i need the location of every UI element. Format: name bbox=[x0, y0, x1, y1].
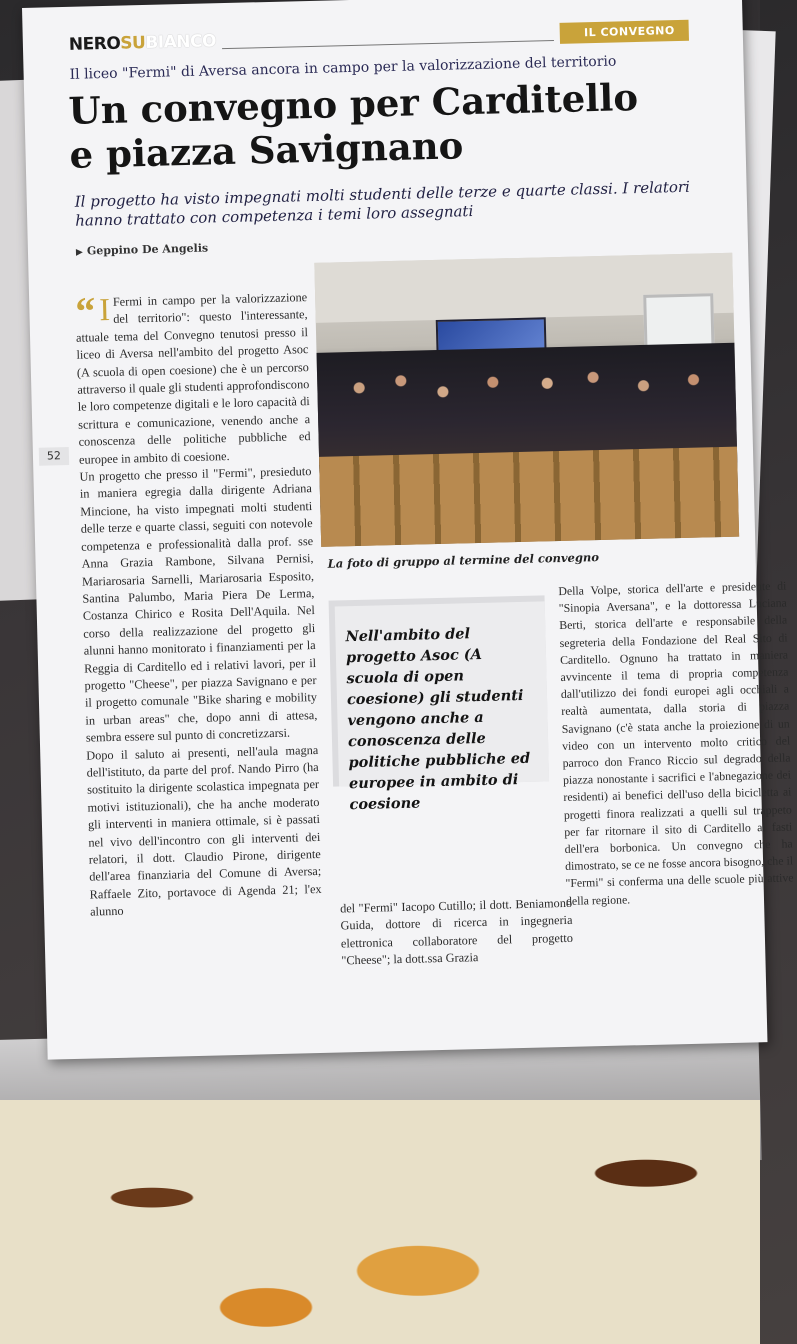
article-kicker: Il liceo "Fermi" di Aversa ancora in campo per la valorizzazione del territorio bbox=[69, 53, 617, 83]
author-byline: ▶ Geppino De Angelis bbox=[75, 241, 209, 258]
masthead bbox=[69, 18, 689, 57]
open-quote-icon: “ bbox=[74, 288, 96, 334]
brand-logo: NEROSUBIANCO bbox=[68, 31, 217, 55]
drop-cap: I bbox=[98, 290, 111, 328]
background-tablecloth bbox=[0, 1100, 760, 1344]
photo-chairs bbox=[319, 447, 739, 547]
text-column-3 bbox=[558, 578, 794, 910]
paragraph-3: Dopo il saluto ai presenti, nell'aula magna dell'istituto, da parte del prof. Nando Pirro (ha sostituito la dirigente scolastica impegnata per motivi istituzionali), che ha anche moderato gli interventi in maniera ottimale, si è passati nel vivo dell'incontro con gli interventi dei relatori, il dott. Claudio Pirone, dirigente dell'area finanziaria del Comune di Aversa; Raffaele Zito, portavoce di Agenda 21; l'ex alunno bbox=[86, 742, 322, 919]
article-subtitle: Il progetto ha visto impegnati molti studenti delle terze e quarte classi. I relatori hanno trattato con competenza i temi loro assegnati bbox=[74, 177, 691, 230]
pull-quote-box bbox=[329, 595, 549, 814]
text-column-1 bbox=[75, 289, 322, 921]
section-tab: IL CONVEGNO bbox=[560, 19, 689, 43]
text-column-2 bbox=[340, 895, 574, 970]
paragraph-1: “ I Fermi in campo per la valorizzazione del territorio": questo l'interessante, attuale tema del Convegno tenutosi presso il liceo di Aversa nell'ambito del progetto Asoc (A scuola di open coesione) che è un percorso attraverso il quale gli studenti approfondiscono le loro competenze digitali e le loro capacità di scrittura e comunicazione, venendo anche a conoscenza delle politiche pubbliche ed europee in ambito di coesione. bbox=[74, 288, 311, 467]
paragraph-col2: del "Fermi" Iacopo Cutillo; il dott. Beniamono Guida, dottore di ricerca in ingegneria elettronica collaboratore del progetto "Cheese"; la dott.ssa Grazia bbox=[339, 895, 574, 968]
byline-arrow-icon: ▶ bbox=[75, 247, 84, 258]
group-photo bbox=[314, 253, 739, 547]
pull-quote-text: Nell'ambito del progetto Asoc (A scuola di open coesione) gli studenti vengono anche a conoscenza delle politiche pubbliche ed europee in ambito di coesione bbox=[335, 601, 549, 786]
paragraph-col3: Della Volpe, storica dell'arte e presidente di "Sinopia Aversana", e la dottoressa Luciana Berti, storica dell'arte e responsabile della segreteria della Fondazione del Real Sito di Carditello. Ognuno ha trattato in maniera avvincente il tema di propria competenza dall'utilizzo dei fondi europei agli occhiali a realtà aumentata, dalla storia di piazza Savignano (c'è stata anche la proiezione di un video con un intervento molto critico del parroco don Franco Riccio sul degrado della piazza nonostante i sacrifici e l'abnegazione dei residenti) ai benefici dell'uso della bicicletta ai progetti finora realizzati a quelli sul trappeto per far ritornare il sito di Carditello ai fasti dell'era borbonica. Un convegno che ha dimostrato, se ce ne fosse ancora bisogno, che il "Fermi" si conferma una delle scuole più attive della regione. bbox=[558, 578, 794, 908]
masthead-rule bbox=[222, 40, 554, 49]
page-number: 52 bbox=[39, 447, 69, 466]
photo-caption: La foto di gruppo al termine del convegno bbox=[327, 550, 600, 571]
magazine-page bbox=[22, 0, 794, 1060]
article-headline: Un convegno per Carditello e piazza Savignano bbox=[67, 74, 639, 177]
paragraph-2: Un progetto che presso il "Fermi", presieduto in maniera egregia dalla dirigente Adriana Mincione, ha visto impegnati molti studenti delle terze e quarte classi, seguiti con notevole competenza e professionalità dalla prof. sse Anna Grazia Rambone, Silvana Pernisi, Mariarosaria Sarnelli, Mariarosaria Esposito, Santina Palumbo, Maria Piera De Lerma, Costanza Chirico e Rosita Dell'Aquila. Nel corso della realizzazione del progetto gli alunni hanno monitorato i finanziamenti per la Reggia di Carditello ed i relativi lavori, per il progetto "Cheese", per piazza Savignano e per il progetto comunale "Bike sharing e mobility in urban areas" che, dopo anni di attesa, sembra essere sul punto di concretizzarsi. bbox=[79, 464, 318, 745]
